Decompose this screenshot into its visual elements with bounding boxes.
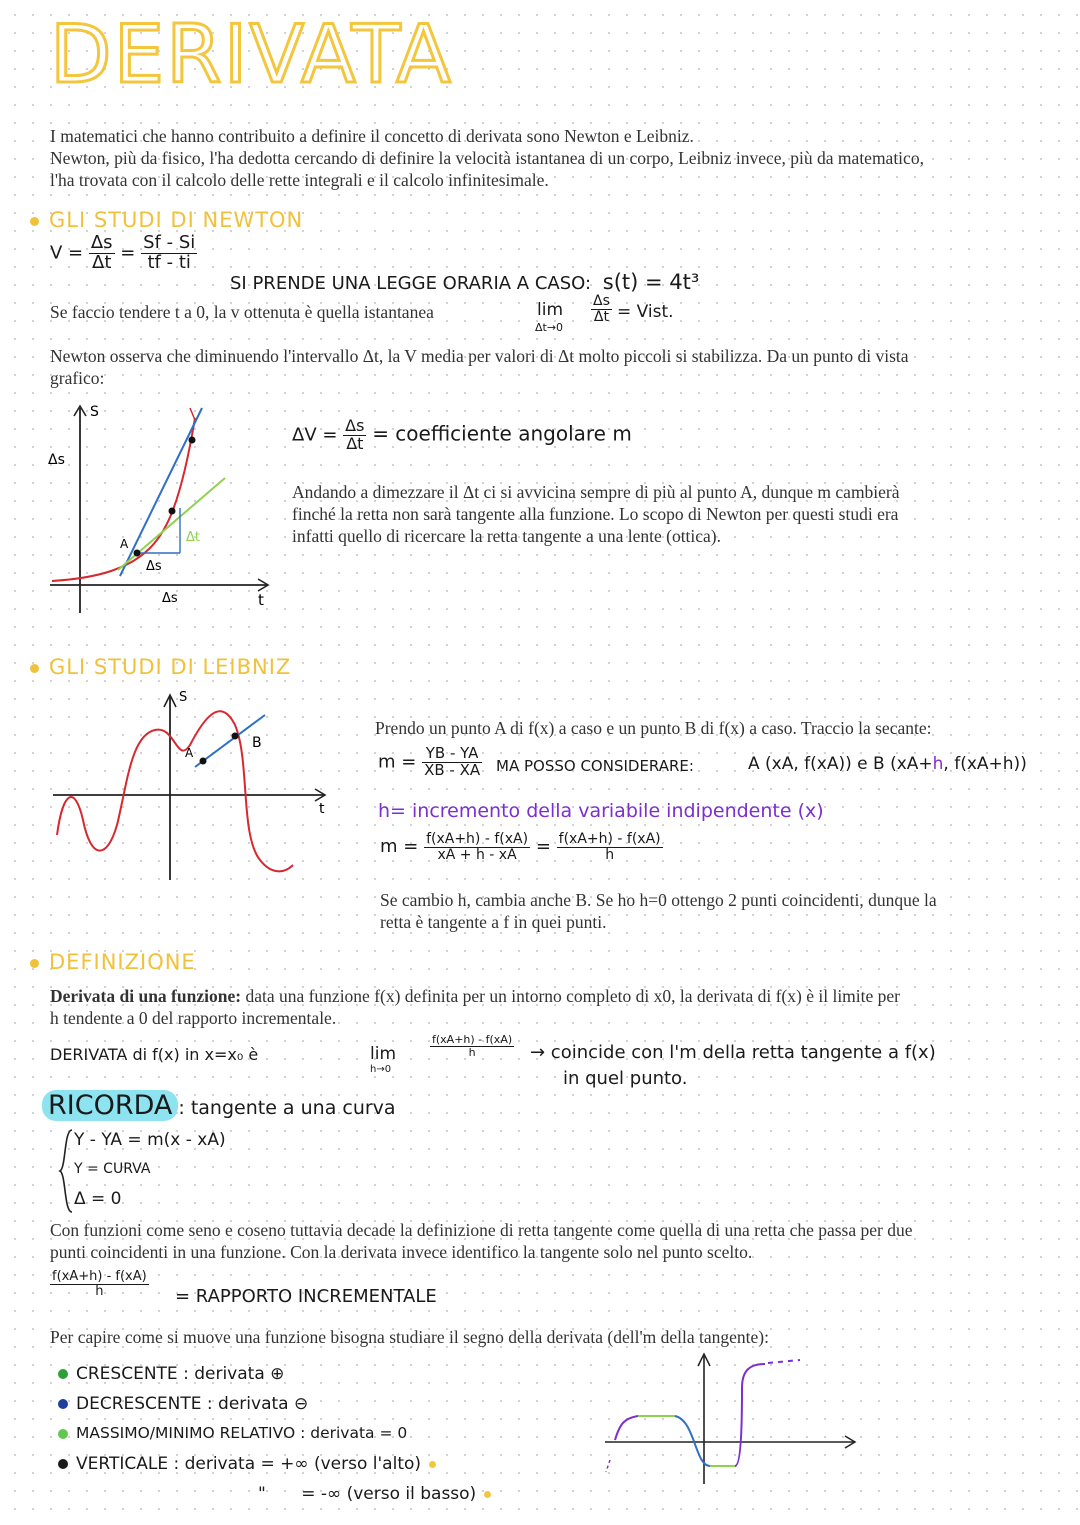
rapporto-text: = RAPPORTO INCREMENTALE <box>175 1286 437 1307</box>
v-den-1: Δt <box>92 251 112 273</box>
definizione-text-1 <box>50 985 900 1007</box>
ds-mid-label: Δs <box>146 559 162 574</box>
point-mid <box>169 508 176 515</box>
definizione-arrow-2: in quel punto. <box>563 1068 688 1089</box>
ricorda-label <box>42 1090 396 1121</box>
m2-eq: = <box>535 836 551 858</box>
ditto-mark: " <box>258 1484 266 1504</box>
m-fraction <box>422 746 482 779</box>
section-heading-definizione <box>30 950 196 974</box>
dv-den: Δt <box>346 433 364 453</box>
definizione-bold-lead: Derivata di una funzione: <box>50 986 242 1006</box>
leibniz-text-3: retta è tangente a f in quei punti. <box>380 912 607 932</box>
h-def-rest: = incremento della variabile indipendente (x) <box>390 800 824 822</box>
m-num: YB - YA <box>422 746 482 763</box>
bullet-massimo-minimo <box>58 1424 407 1450</box>
v-fraction-1 <box>89 234 115 273</box>
purple-dashed <box>768 1360 800 1363</box>
observe-line-2: grafico: <box>50 368 105 388</box>
v-num-2: Sf - Si <box>143 232 196 253</box>
purple-vertical <box>735 1364 765 1466</box>
ricorda-text-2: punti coincidenti in una funzione. Con la derivata invece identifico la tangente solo nel punto scelto. <box>50 1242 753 1262</box>
observe-line-1: Newton osserva che diminuendo l'intervallo Δt, la V media per valori di Δt molto piccoli si stabilizza. Da un punto di vista <box>50 346 909 366</box>
bullet-label: MASSIMO/MINIMO RELATIVO : <box>76 1424 306 1442</box>
a-label: A <box>120 537 129 551</box>
dv-fraction <box>343 418 366 453</box>
velocity-formula <box>50 234 197 273</box>
legge-formula: s(t) = 4t³ <box>602 270 700 294</box>
bullet-dot-green <box>58 1369 68 1379</box>
yellow-dot <box>484 1491 491 1498</box>
bullet-crescente <box>58 1364 284 1390</box>
ds-bottom-label: Δs <box>162 591 178 606</box>
points-a: A (xA, f(xA)) e B (xA+ <box>748 754 933 774</box>
lim-sub: h→0 <box>370 1064 392 1075</box>
monotonic-sketch <box>600 1348 870 1488</box>
section-heading-newton <box>30 208 303 232</box>
leibniz-text-1: Prendo un punto A di f(x) a caso e un punto B di f(x) a caso. Traccio la secante: <box>375 718 932 738</box>
der-den: h <box>468 1045 476 1059</box>
definizione-arrow: → coincide con l'm della retta tangente a f(x) <box>530 1042 936 1063</box>
purple-rise <box>615 1416 638 1440</box>
ds-left-label: Δs <box>48 452 65 468</box>
bullet-dot <box>30 217 39 226</box>
v-lhs: V = <box>50 242 84 264</box>
segno-text: Per capire come si muove una funzione bisogna studiare il segno della derivata (dell'm della tangente): <box>50 1327 769 1347</box>
leibniz-text-2: Se cambio h, cambia anche B. Se ho h=0 ottengo 2 punti coincidenti, dunque la <box>380 890 937 910</box>
ricorda-rest: : tangente a una curva <box>178 1097 396 1119</box>
m2-num: f(xA+h) - f(xA) <box>426 831 529 847</box>
secant-line-green <box>118 478 225 570</box>
rapporto-num: f(xA+h) - f(xA) <box>52 1269 147 1284</box>
bullet-label: CRESCENTE : <box>76 1364 189 1384</box>
m-den: XB - XA <box>424 760 481 779</box>
m-lhs: m = <box>378 751 417 773</box>
lim-sub: Δt→0 <box>535 321 564 334</box>
bullet-value: derivata = 0 <box>310 1424 408 1442</box>
derivata-limit <box>368 1034 548 1076</box>
system-eq-3: Δ = 0 <box>74 1189 122 1209</box>
points-h: h <box>932 754 944 774</box>
dv-result: = coefficiente angolare m <box>372 421 632 446</box>
bullet-dot <box>30 959 39 968</box>
rapporto-formula <box>50 1270 149 1298</box>
section-heading-text: DEFINIZIONE <box>49 950 196 974</box>
m2-fraction-1 <box>424 832 530 862</box>
t-axis-label: t <box>258 591 264 609</box>
bullet-decrescente <box>58 1394 308 1420</box>
page-title: DERIVATA <box>50 8 453 101</box>
intro-line-3: l'ha trovata con il calcolo delle rette integrali e il calcolo infinitesimale. <box>50 170 549 190</box>
lim-result: = Vist. <box>617 302 674 322</box>
bullet-verticale-2 <box>258 1484 491 1510</box>
lim-label: lim <box>370 1044 397 1064</box>
tick-mark <box>190 408 195 420</box>
newton-para-1: Andando a dimezzare il Δt ci si avvicina sempre di più al punto A, dunque m cambierà <box>292 482 900 502</box>
section-heading-text: GLI STUDI DI LEIBNIZ <box>49 655 292 679</box>
bullet-value: derivata ⊕ <box>194 1364 285 1384</box>
bullet-dot-black <box>58 1459 68 1469</box>
definizione-text-1-rest: data una funzione f(x) definita per un intorno completo di x0, la derivata di f(x) è il limite per <box>245 986 901 1006</box>
a-label: A <box>185 746 194 760</box>
ricorda-highlight: RICORDA <box>42 1090 178 1121</box>
system-eq-2: Y = CURVA <box>74 1161 151 1177</box>
v-den-2: tf - ti <box>147 251 191 273</box>
m2-den: xA + h - xA <box>437 846 517 863</box>
limit-text: Se faccio tendere t a 0, la v ottenuta è quella istantanea <box>50 302 434 322</box>
s-axis-label: S <box>90 404 99 420</box>
points-ab <box>748 754 1027 774</box>
leibniz-graph <box>45 685 345 885</box>
v-fraction-2 <box>141 234 197 273</box>
s-axis-label: S <box>179 690 188 705</box>
newton-para-3: infatti quello di ricercare la retta tangente a una lente (ottica). <box>292 526 722 546</box>
m2-formula <box>380 832 663 862</box>
bullet-dot-blue <box>58 1399 68 1409</box>
dv-lhs: ΔV = <box>292 424 338 446</box>
bullet-value: = -∞ (verso il basso) <box>301 1484 477 1504</box>
bullet-value: derivata = +∞ (verso l'alto) <box>184 1454 422 1474</box>
purple-tail <box>606 1460 610 1472</box>
legge-text: SI PRENDE UNA LEGGE ORARIA A CASO: <box>230 273 592 294</box>
legge-oraria <box>230 270 699 294</box>
bullet-label: VERTICALE : <box>76 1454 180 1474</box>
limit-formula <box>525 292 715 338</box>
b-label: B <box>252 735 262 751</box>
derivata-def: DERIVATA di f(x) in x=x₀ è <box>50 1045 259 1064</box>
ricorda-text-1: Con funzioni come seno e coseno tuttavia decade la definizione di retta tangente come quella di una retta che passa per due <box>50 1220 913 1240</box>
m2-den-2: h <box>605 846 615 863</box>
dv-num: Δs <box>345 416 365 435</box>
definizione-text-2: h tendente a 0 del rapporto incrementale. <box>50 1008 337 1028</box>
bullet-value: derivata ⊖ <box>218 1394 309 1414</box>
lim-fraction <box>591 294 612 324</box>
dv-formula <box>292 418 632 453</box>
lim-den: Δt <box>593 308 609 325</box>
m2-fraction-2 <box>557 832 663 862</box>
system-brace <box>58 1128 74 1214</box>
lim-num: Δs <box>593 293 610 309</box>
newton-para-2: finché la retta non sarà tangente alla funzione. Lo scopo di Newton per questi studi era <box>292 504 899 524</box>
secant-line-blue <box>120 408 202 576</box>
lim-label: lim <box>537 300 564 320</box>
v-eq: = <box>120 242 136 264</box>
rapporto-fraction <box>50 1270 149 1298</box>
bullet-dot <box>30 664 39 673</box>
points-end: , f(xA+h)) <box>943 754 1027 774</box>
h-definition <box>378 800 824 822</box>
der-fraction <box>430 1034 514 1058</box>
point-b <box>232 733 239 740</box>
dt-label: Δt <box>186 530 200 545</box>
bullet-dot-lightgreen <box>58 1429 68 1439</box>
point-a <box>200 758 207 765</box>
t-axis-label: t <box>319 801 325 817</box>
m-formula <box>378 746 482 779</box>
newton-graph <box>40 398 290 618</box>
rapporto-den: h <box>95 1283 104 1299</box>
m2-lhs: m = <box>380 836 419 858</box>
bullet-verticale <box>58 1454 436 1480</box>
section-heading-leibniz <box>30 655 291 679</box>
ma-posso: MA POSSO CONSIDERARE: <box>496 757 694 775</box>
h-def-h: h <box>378 800 391 822</box>
red-curve <box>52 418 195 581</box>
brace-path <box>60 1130 72 1212</box>
point-a <box>134 550 141 557</box>
yellow-dot <box>429 1461 436 1468</box>
section-heading-text: GLI STUDI DI NEWTON <box>49 208 304 232</box>
bullet-label: DECRESCENTE : <box>76 1394 213 1414</box>
m2-num-2: f(xA+h) - f(xA) <box>558 831 661 847</box>
intro-line-1: I matematici che hanno contribuito a definire il concetto di derivata sono Newton e Leibniz. <box>50 126 694 146</box>
system-eq-1: Y - YA = m(x - xA) <box>74 1130 226 1150</box>
point-top <box>189 437 196 444</box>
intro-line-2: Newton, più da fisico, l'ha dedotta cercando di definire la velocità istantanea di un corpo, Leibniz invece, più da matematico, <box>50 148 924 168</box>
der-num: f(xA+h) - f(xA) <box>432 1033 513 1046</box>
v-num-1: Δs <box>90 232 113 253</box>
